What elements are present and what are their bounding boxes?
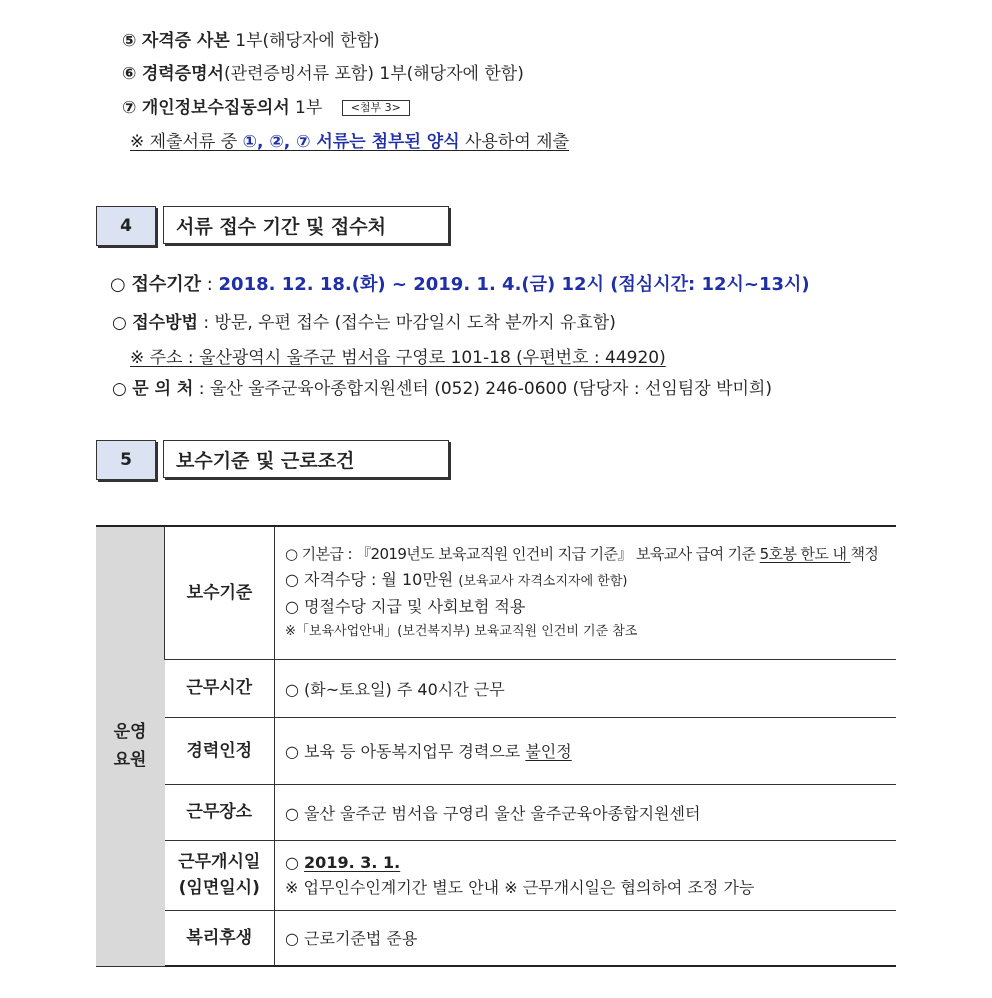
- start-date-line: [285, 850, 896, 875]
- bullet: ○: [112, 379, 127, 399]
- method-label: 접수방법: [132, 313, 198, 333]
- table-row: [96, 717, 896, 784]
- start-label-2: (임면일시): [178, 878, 260, 898]
- side-label-line: 요원: [113, 750, 147, 771]
- side-label-line: 운영: [113, 722, 147, 743]
- row-value-place: ○ 울산 울주군 범서읍 구영리 울산 울주군육아종합지원센터: [275, 784, 897, 840]
- row-label-career: 경력인정: [165, 717, 275, 784]
- note-highlight: ①, ②, ⑦ 서류는 첨부된 양식: [242, 132, 460, 152]
- start-note: ※ 업무인수인계기간 별도 안내 ※ 근무개시일은 협의하여 조정 가능: [285, 878, 755, 897]
- doc-item-7: [122, 97, 410, 119]
- row-label-place: 근무장소: [165, 784, 275, 840]
- method-value: : 방문, 우편 접수 (접수는 마감일시 도착 분까지 유효함): [197, 313, 616, 333]
- receipt-period: [110, 274, 810, 296]
- item-title: 개인정보수집동의서: [141, 98, 290, 118]
- pay-line-1: [285, 542, 896, 567]
- note-suffix: 사용하여 제출: [459, 132, 569, 152]
- section-5-number: 5: [96, 440, 156, 480]
- bullet: ○: [285, 853, 305, 872]
- item-number: ⑥: [122, 64, 137, 84]
- period-sep: :: [201, 274, 219, 295]
- pay-qual-text: ○ 자격수당 : 월 10만원: [285, 569, 459, 589]
- doc-item-6: [122, 63, 524, 85]
- item-number: ⑤: [122, 31, 137, 51]
- pay-line-4: ※「보육사업안내」(보건복지부) 보육교직원 인건비 기준 참조: [285, 623, 638, 639]
- period-label: 접수기간: [131, 274, 202, 295]
- career-text: ○ 보육 등 아동복지업무 경력으로: [285, 742, 526, 761]
- attachment-tag: <첨부 3>: [342, 100, 410, 116]
- item-title: 자격증 사본: [141, 31, 230, 51]
- item-desc: 1부(해당자에 한함): [229, 31, 380, 51]
- bullet: ○: [110, 274, 126, 295]
- section-4-title: 서류 접수 기간 및 접수처: [163, 206, 449, 244]
- table-row: [96, 659, 896, 717]
- start-date: 2019. 3. 1.: [304, 853, 401, 872]
- doc-item-5: [122, 30, 380, 52]
- table-row: [96, 840, 896, 910]
- pay-line-3: ○ 명절수당 지급 및 사회보험 적용: [285, 596, 526, 616]
- section-5-title: 보수기준 및 근로조건: [163, 440, 449, 478]
- row-value-pay: [275, 526, 897, 659]
- row-label-hours: 근무시간: [165, 659, 275, 717]
- contact-value: : 울산 울주군육아종합지원센터 (052) 246-0600 (담당자 : 선임팀장 박미희): [193, 379, 772, 399]
- table-row: [96, 910, 896, 966]
- item-desc: 1부: [289, 98, 323, 118]
- bullet: ○: [112, 313, 127, 333]
- conditions-table: [96, 525, 896, 967]
- item-title: 경력증명서: [141, 64, 224, 84]
- table-row: [96, 784, 896, 840]
- row-value-hours: ○ (화~토요일) 주 40시간 근무: [275, 659, 897, 717]
- pay-qual-note: (보육교사 자격소지자에 한함): [458, 573, 628, 589]
- pay-line-2: [285, 567, 896, 594]
- address-note: ※ 주소 : 울산광역시 울주군 범서읍 구영로 101-18 (우편번호 : 44920): [130, 348, 666, 368]
- row-value-welfare: ○ 근로기준법 준용: [275, 910, 897, 966]
- pay-basic-underline: 5호봉 한도 내: [759, 544, 851, 563]
- submission-note: [130, 131, 569, 153]
- start-label-1: 근무개시일: [178, 852, 261, 872]
- item-desc: (관련증빙서류 포함) 1부(해당자에 한함): [223, 64, 524, 84]
- item-number: ⑦: [122, 98, 137, 118]
- table-row: [96, 526, 896, 659]
- row-value-start: [275, 840, 897, 910]
- career-underline: 불인정: [525, 742, 572, 761]
- receipt-method: [112, 312, 616, 334]
- contact-info: [112, 378, 772, 400]
- pay-basic-end: 책정: [850, 544, 879, 563]
- staff-category: [96, 526, 165, 966]
- section-4-number: 4: [96, 206, 156, 246]
- period-value: 2018. 12. 18.(화) ~ 2019. 1. 4.(금) 12시 (점심시간: 12시~13시): [218, 274, 810, 295]
- pay-basic-text: ○ 기본급 : 『2019년도 보육교직원 인건비 지급 기준』 보육교사 급여 기준: [285, 544, 760, 563]
- row-label-welfare: 복리후생: [165, 910, 275, 966]
- row-label-start: [165, 840, 275, 910]
- contact-label: 문 의 처: [132, 379, 194, 399]
- note-prefix: ※ 제출서류 중: [130, 132, 243, 152]
- row-value-career: [275, 717, 897, 784]
- row-label-pay: 보수기준: [165, 526, 275, 659]
